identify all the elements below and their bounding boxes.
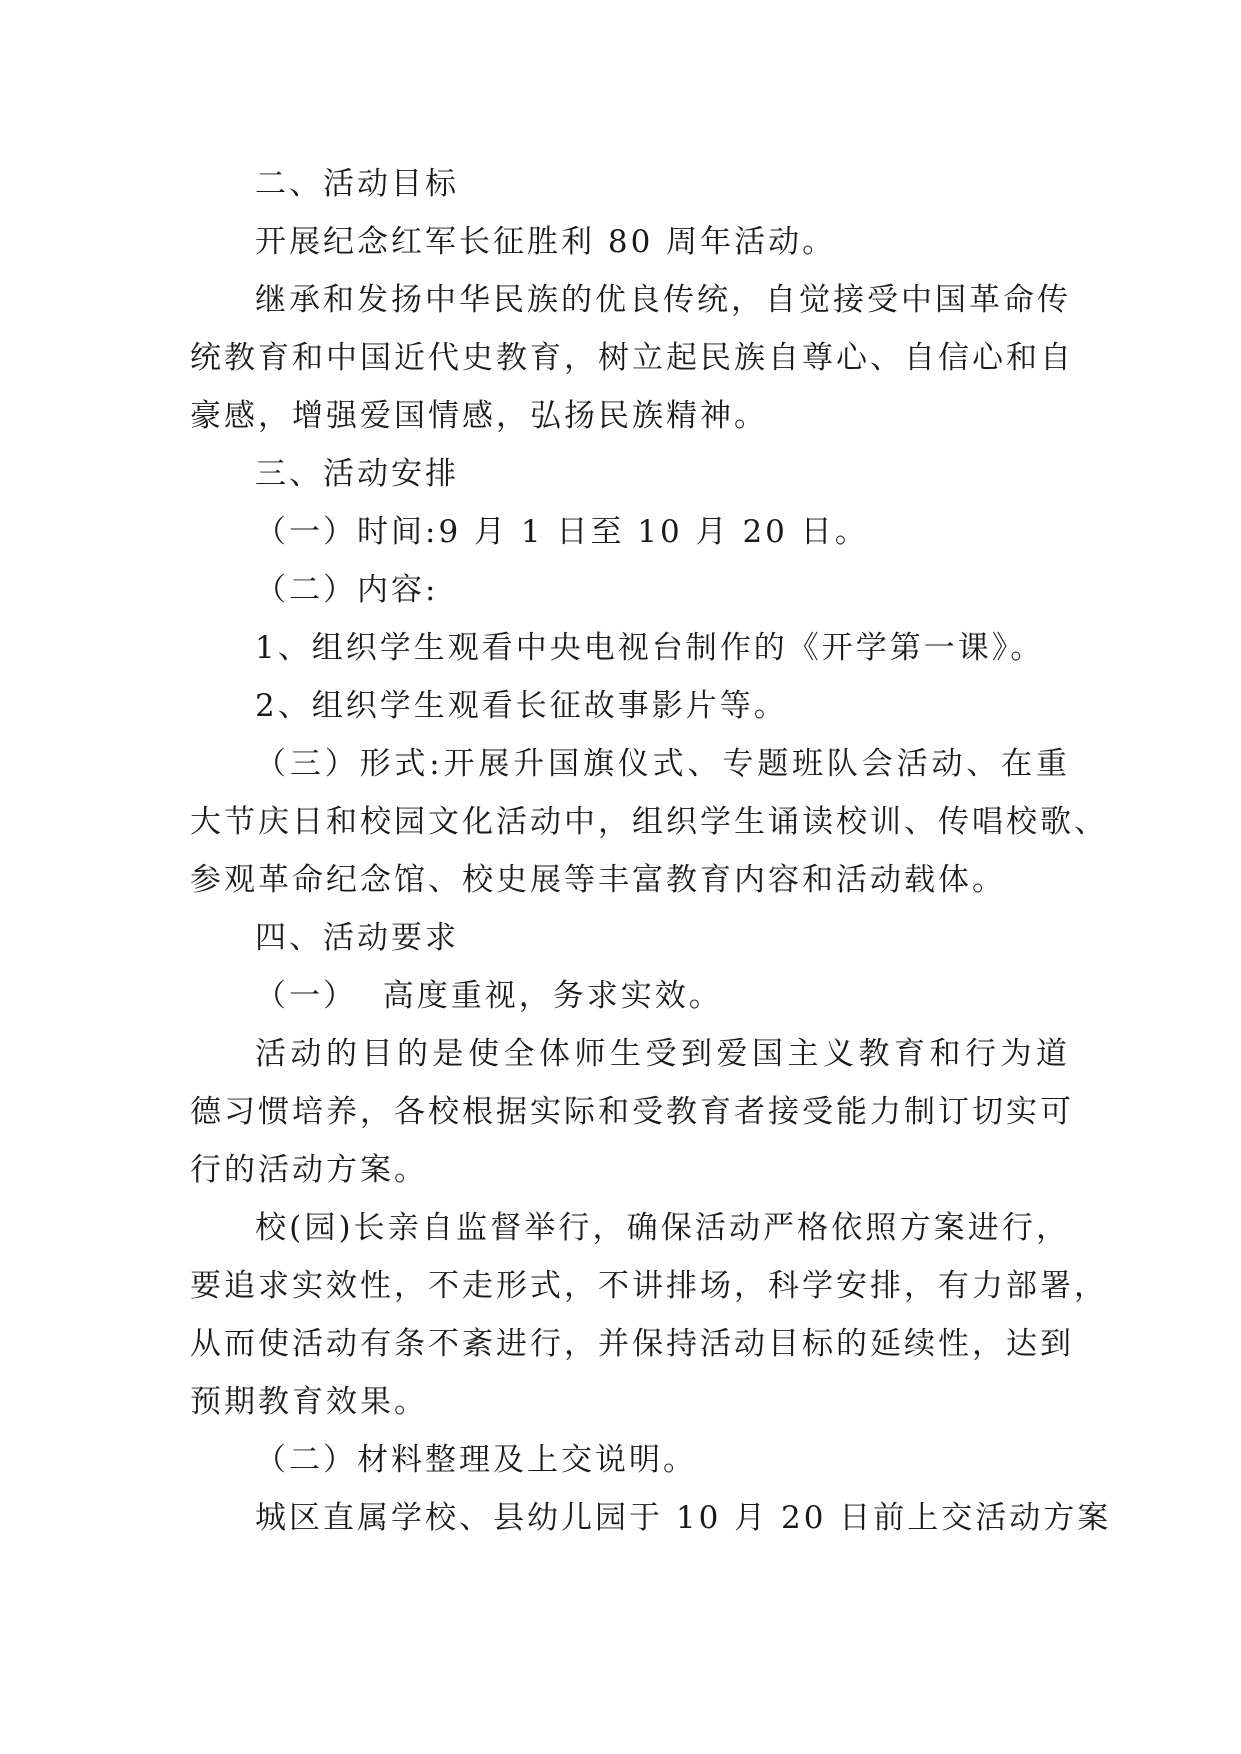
paragraph-line: 要追求实效性，不走形式，不讲排场，科学安排，有力部署，: [190, 1268, 1108, 1304]
paragraph-line: 行的活动方案。: [190, 1152, 428, 1188]
paragraph-line: （一）时间:9 月 1 日至 10 月 20 日。: [255, 514, 869, 550]
section-heading-arrangement: 三、活动安排: [255, 456, 459, 492]
paragraph-line: （一） 高度重视，务求实效。: [255, 978, 723, 1014]
paragraph-line: 开展纪念红军长征胜利 80 周年活动。: [255, 224, 837, 260]
paragraph-line: 参观革命纪念馆、校史展等丰富教育内容和活动载体。: [190, 862, 1006, 898]
paragraph-line: （三）形式:开展升国旗仪式、专题班队会活动、在重: [255, 746, 1070, 782]
paragraph-line: 豪感，增强爱国情感，弘扬民族精神。: [190, 398, 768, 434]
paragraph-line: 校(园)长亲自监督举行，确保活动严格依照方案进行，: [255, 1210, 1070, 1246]
paragraph-line: 城区直属学校、县幼儿园于 10 月 20 日前上交活动方案: [255, 1500, 1112, 1536]
paragraph-line: 德习惯培养，各校根据实际和受教育者接受能力制订切实可: [190, 1094, 1074, 1130]
list-item: 2、组织学生观看长征故事影片等。: [255, 688, 788, 724]
section-heading-requirements: 四、活动要求: [255, 920, 459, 956]
paragraph-line: 预期教育效果。: [190, 1384, 428, 1420]
paragraph-line: 活动的目的是使全体师生受到爱国主义教育和行为道: [255, 1036, 1070, 1072]
paragraph-line: 统教育和中国近代史教育，树立起民族自尊心、自信心和自: [190, 340, 1074, 376]
paragraph-line: 从而使活动有条不紊进行，并保持活动目标的延续性，达到: [190, 1326, 1074, 1362]
section-heading-goals: 二、活动目标: [255, 166, 459, 202]
paragraph-line: （二）材料整理及上交说明。: [255, 1442, 697, 1478]
paragraph-line: （二）内容:: [255, 572, 439, 608]
paragraph-line: 继承和发扬中华民族的优良传统，自觉接受中国革命传: [255, 282, 1071, 318]
paragraph-line: 大节庆日和校园文化活动中，组织学生诵读校训、传唱校歌、: [190, 804, 1108, 840]
list-item: 1、组织学生观看中央电视台制作的《开学第一课》。: [255, 630, 1045, 666]
